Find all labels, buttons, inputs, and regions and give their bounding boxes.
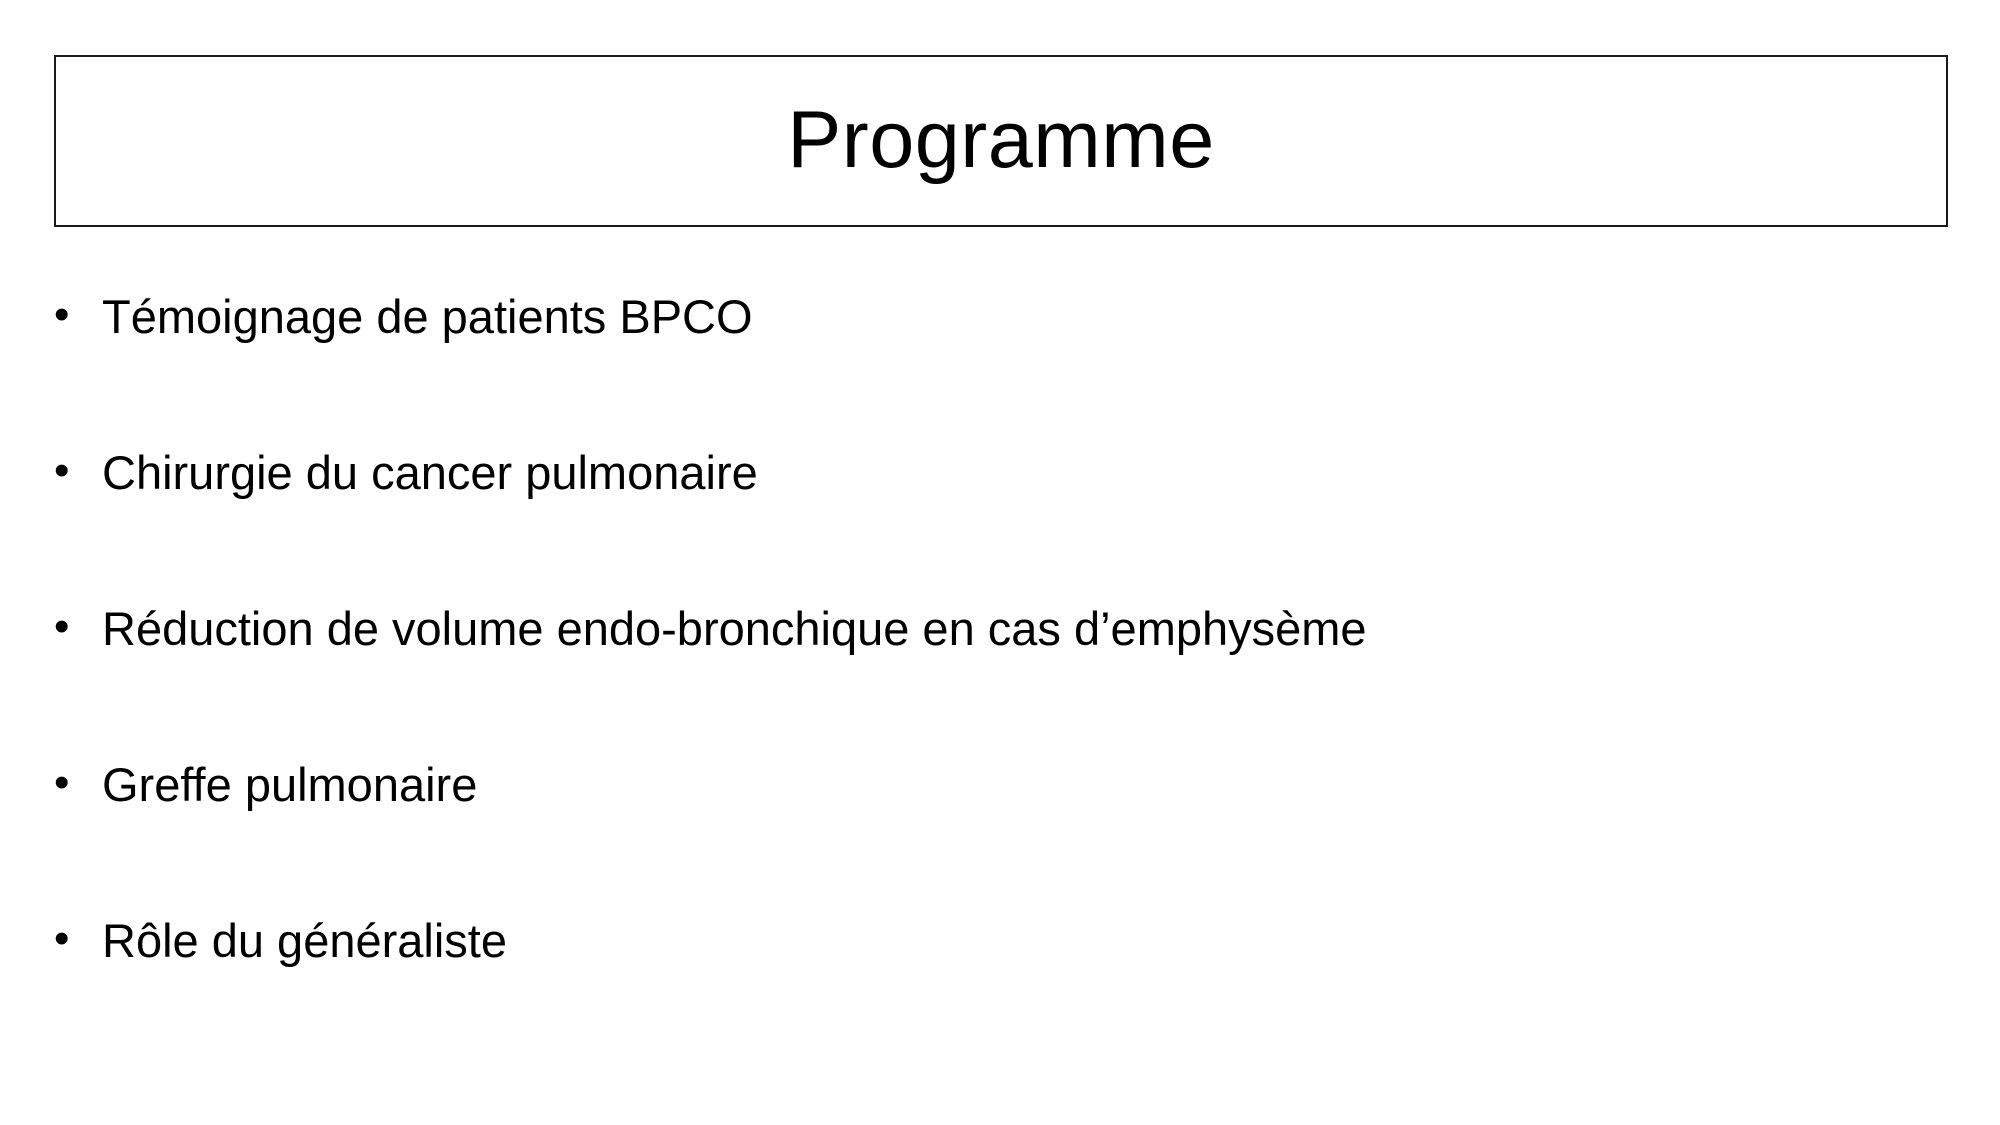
bullet-icon: • [54,914,70,964]
slide-title-box [54,55,1948,227]
list-item [54,446,1934,500]
list-item [54,290,1934,344]
list-item-label: Témoignage de patients BPCO [102,290,753,343]
list-item [54,914,1934,968]
bullet-icon: • [54,446,70,496]
page-title: Programme [787,95,1215,186]
list-item-label: Réduction de volume endo-bronchique en cas d’emphysème [102,602,1367,656]
bullet-icon: • [54,290,70,339]
programme-bullet-list [54,290,1934,968]
bullet-icon: • [54,758,70,808]
list-item-label: Chirurgie du cancer pulmonaire [102,446,758,500]
list-item [54,602,1934,656]
list-item-label: Rôle du généraliste [102,914,507,968]
list-item [54,758,1934,812]
list-item-label: Greffe pulmonaire [102,758,478,812]
bullet-icon: • [54,602,70,652]
